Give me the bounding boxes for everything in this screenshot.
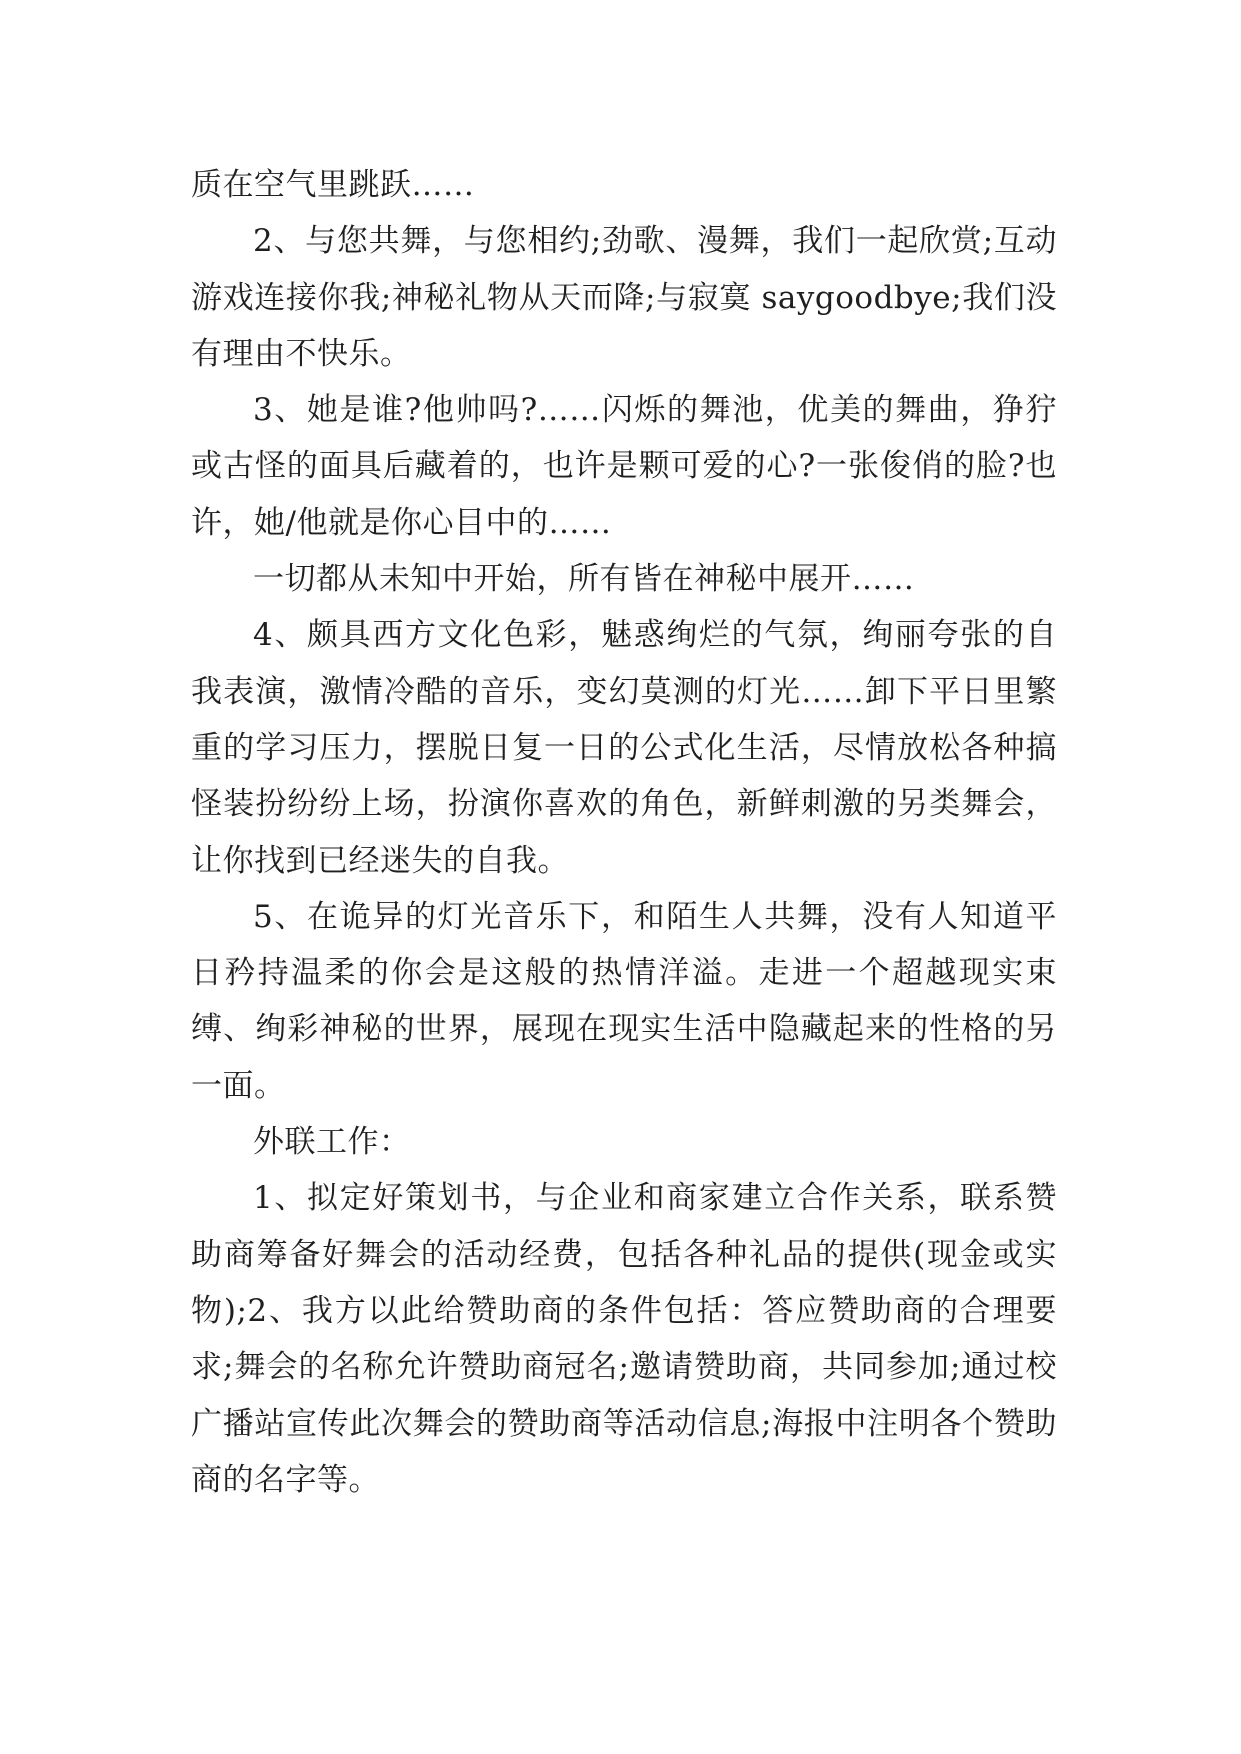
paragraph-item-3: 3、她是谁?他帅吗?……闪烁的舞池，优美的舞曲，狰狞或古怪的面具后藏着的，也许是颗可爱的心?一张俊俏的脸?也许，她/他就是你心目中的…… (191, 392, 1057, 541)
paragraph-item-5: 5、在诡异的灯光音乐下，和陌生人共舞，没有人知道平日矜持温柔的你会是这般的热情洋溢。走进一个超越现实束缚、绚彩神秘的世界，展现在现实生活中隐藏起来的性格的另一面。 (191, 898, 1057, 1104)
paragraph-item-2: 2、与您共舞，与您相约;劲歌、漫舞，我们一起欣赏;互动游戏连接你我;神秘礼物从天而降;与寂寞 saygoodbye;我们没有理由不快乐。 (191, 223, 1057, 372)
paragraph-item-4: 4、颇具西方文化色彩，魅惑绚烂的气氛，绚丽夸张的自我表演，激情冷酷的音乐，变幻莫测的灯光……卸下平日里繁重的学习压力，摆脱日复一日的公式化生活，尽情放松各种搞怪装扮纷纷上场，扮演你喜欢的角色，新鲜刺激的另类舞会，让你找到已经迷失的自我。 (191, 617, 1057, 879)
paragraph-mystery-line: 一切都从未知中开始，所有皆在神秘中展开…… (253, 561, 915, 598)
paragraph-continuation: 质在空气里跳跃…… (191, 167, 475, 203)
document-body (191, 157, 1057, 1508)
paragraph-outreach-details: 1、拟定好策划书，与企业和商家建立合作关系，联系赞助商筹备好舞会的活动经费，包括各种礼品的提供(现金或实物);2、我方以此给赞助商的条件包括：答应赞助商的合理要求;舞会的名称允许赞助商冠名;邀请赞助商，共同参加;通过校广播站宣传此次舞会的赞助商等活动信息;海报中注明各个赞助商的名字等。 (191, 1180, 1057, 1498)
section-heading-outreach: 外联工作： (253, 1124, 411, 1161)
